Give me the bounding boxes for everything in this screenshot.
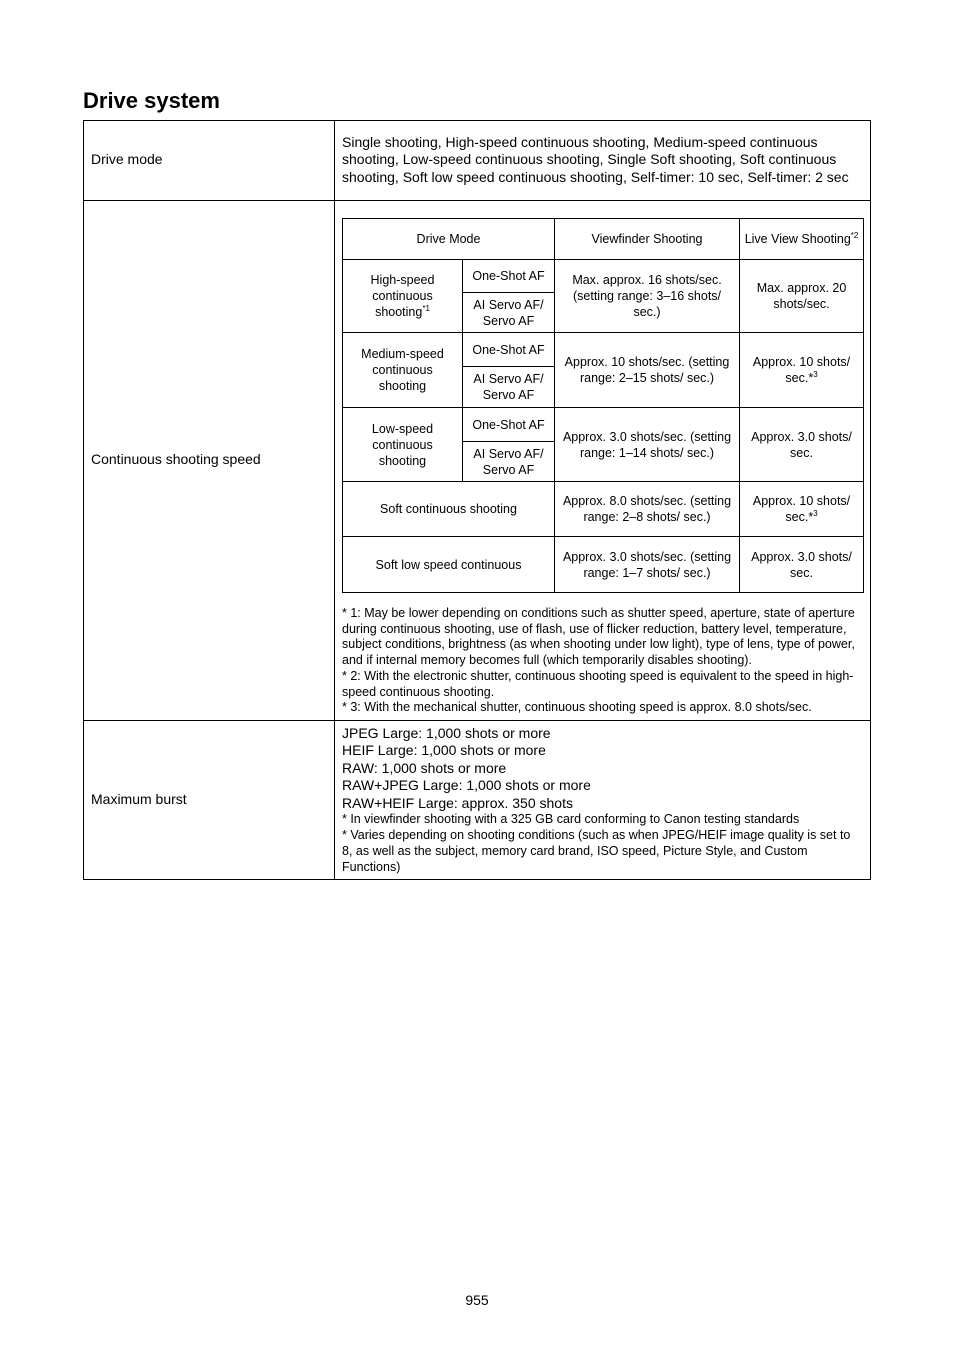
row-maximum-burst <box>84 720 871 879</box>
low-speed-ai-servo: AI Servo AF/ Servo AF <box>463 442 555 482</box>
header-drive-mode: Drive Mode <box>343 219 555 260</box>
drive-mode-value: Single shooting, High-speed continuous shooting, Medium-speed continuous shooting, Low-speed continuous shooting, Single Soft shooting, Soft continuous shooting, Soft low speed continuous shooting, Self-timer: 10 sec, Self-timer: 2 sec <box>335 121 871 201</box>
soft-continuous-row <box>343 482 864 537</box>
medium-speed-one-shot: One-Shot AF <box>463 333 555 367</box>
low-speed-row-1 <box>343 408 864 442</box>
continuous-speed-label: Continuous shooting speed <box>84 201 335 721</box>
soft-continuous-liveview-sup: 3 <box>813 508 818 518</box>
footnote-1: * 1: May be lower depending on conditions such as shutter speed, aperture, state of aperture during continuous shooting, use of flash, use of flicker reduction, battery level, temperature, subject conditions, brightness (as when shooting under low light), type of lens, type of power, and if internal memory becomes full (which temporarily disables shooting). <box>342 606 855 668</box>
burst-line-raw-jpeg: RAW+JPEG Large: 1,000 shots or more <box>342 777 591 794</box>
soft-low-speed-viewfinder: Approx. 3.0 shots/sec. (setting range: 1–7 shots/ sec.) <box>555 537 740 593</box>
continuous-speed-cell <box>335 201 871 721</box>
low-speed-viewfinder: Approx. 3.0 shots/sec. (setting range: 1–14 shots/ sec.) <box>555 408 740 482</box>
burst-note-1: * In viewfinder shooting with a 325 GB card conforming to Canon testing standards <box>342 812 800 827</box>
burst-notes <box>342 812 863 875</box>
header-live-view-text: Live View Shooting <box>744 232 851 246</box>
low-speed-one-shot: One-Shot AF <box>463 408 555 442</box>
maximum-burst-value <box>335 720 871 879</box>
page-title: Drive system <box>83 88 220 113</box>
medium-speed-liveview <box>740 333 864 408</box>
medium-speed-viewfinder: Approx. 10 shots/sec. (setting range: 2–15 shots/ sec.) <box>555 333 740 408</box>
high-speed-viewfinder: Max. approx. 16 shots/sec. (setting range: 3–16 shots/ sec.) <box>555 260 740 333</box>
row-drive-mode <box>84 121 871 201</box>
page-number: 955 <box>465 1292 489 1308</box>
continuous-speed-table <box>342 218 864 593</box>
medium-speed-liveview-text: Approx. 10 shots/ sec.* <box>752 355 851 385</box>
medium-speed-row-1 <box>343 333 864 367</box>
soft-low-speed-name: Soft low speed continuous <box>343 537 555 593</box>
soft-continuous-viewfinder: Approx. 8.0 shots/sec. (setting range: 2–8 shots/ sec.) <box>555 482 740 537</box>
soft-continuous-name: Soft continuous shooting <box>343 482 555 537</box>
row-continuous-shooting-speed <box>84 201 871 721</box>
high-speed-name <box>343 260 463 333</box>
high-speed-ai-servo: AI Servo AF/ Servo AF <box>463 293 555 333</box>
burst-line-raw: RAW: 1,000 shots or more <box>342 759 507 776</box>
footnote-3: * 3: With the mechanical shutter, continuous shooting speed is approx. 8.0 shots/sec. <box>342 700 812 715</box>
soft-continuous-liveview-text: Approx. 10 shots/ sec.* <box>752 494 851 524</box>
burst-lines <box>342 725 863 813</box>
drive-mode-label: Drive mode <box>84 121 335 201</box>
maximum-burst-label: Maximum burst <box>84 720 335 879</box>
low-speed-liveview: Approx. 3.0 shots/ sec. <box>740 408 864 482</box>
high-speed-one-shot: One-Shot AF <box>463 260 555 293</box>
footnote-2: * 2: With the electronic shutter, continuous shooting speed is equivalent to the speed in high-speed continuous shooting. <box>342 668 854 699</box>
soft-low-speed-row <box>343 537 864 593</box>
continuous-speed-notes <box>342 606 863 716</box>
soft-low-speed-liveview: Approx. 3.0 shots/ sec. <box>740 537 864 593</box>
medium-speed-ai-servo: AI Servo AF/ Servo AF <box>463 367 555 408</box>
medium-speed-liveview-sup: 3 <box>813 369 818 379</box>
burst-line-jpeg: JPEG Large: 1,000 shots or more <box>342 724 551 741</box>
drive-system-table <box>83 120 871 880</box>
header-viewfinder-shooting: Viewfinder Shooting <box>555 219 740 260</box>
high-speed-name-text: High-speed continuous shooting <box>370 273 435 319</box>
header-live-view-shooting <box>740 219 864 260</box>
low-speed-name: Low-speed continuous shooting <box>343 408 463 482</box>
burst-line-raw-heif: RAW+HEIF Large: approx. 350 shots <box>342 794 573 811</box>
high-speed-liveview: Max. approx. 20 shots/sec. <box>740 260 864 333</box>
high-speed-name-sup: *1 <box>422 303 430 313</box>
inner-header-row <box>343 219 864 260</box>
medium-speed-name: Medium-speed continuous shooting <box>343 333 463 408</box>
burst-note-2: * Varies depending on shooting conditions (such as when JPEG/HEIF image quality is set to 8, as well as the subject, memory card brand, ISO speed, Picture Style, and Custom Functions) <box>342 828 851 874</box>
high-speed-row-1 <box>343 260 864 293</box>
burst-line-heif: HEIF Large: 1,000 shots or more <box>342 742 546 759</box>
header-live-view-sup: *2 <box>850 230 859 240</box>
soft-continuous-liveview <box>740 482 864 537</box>
